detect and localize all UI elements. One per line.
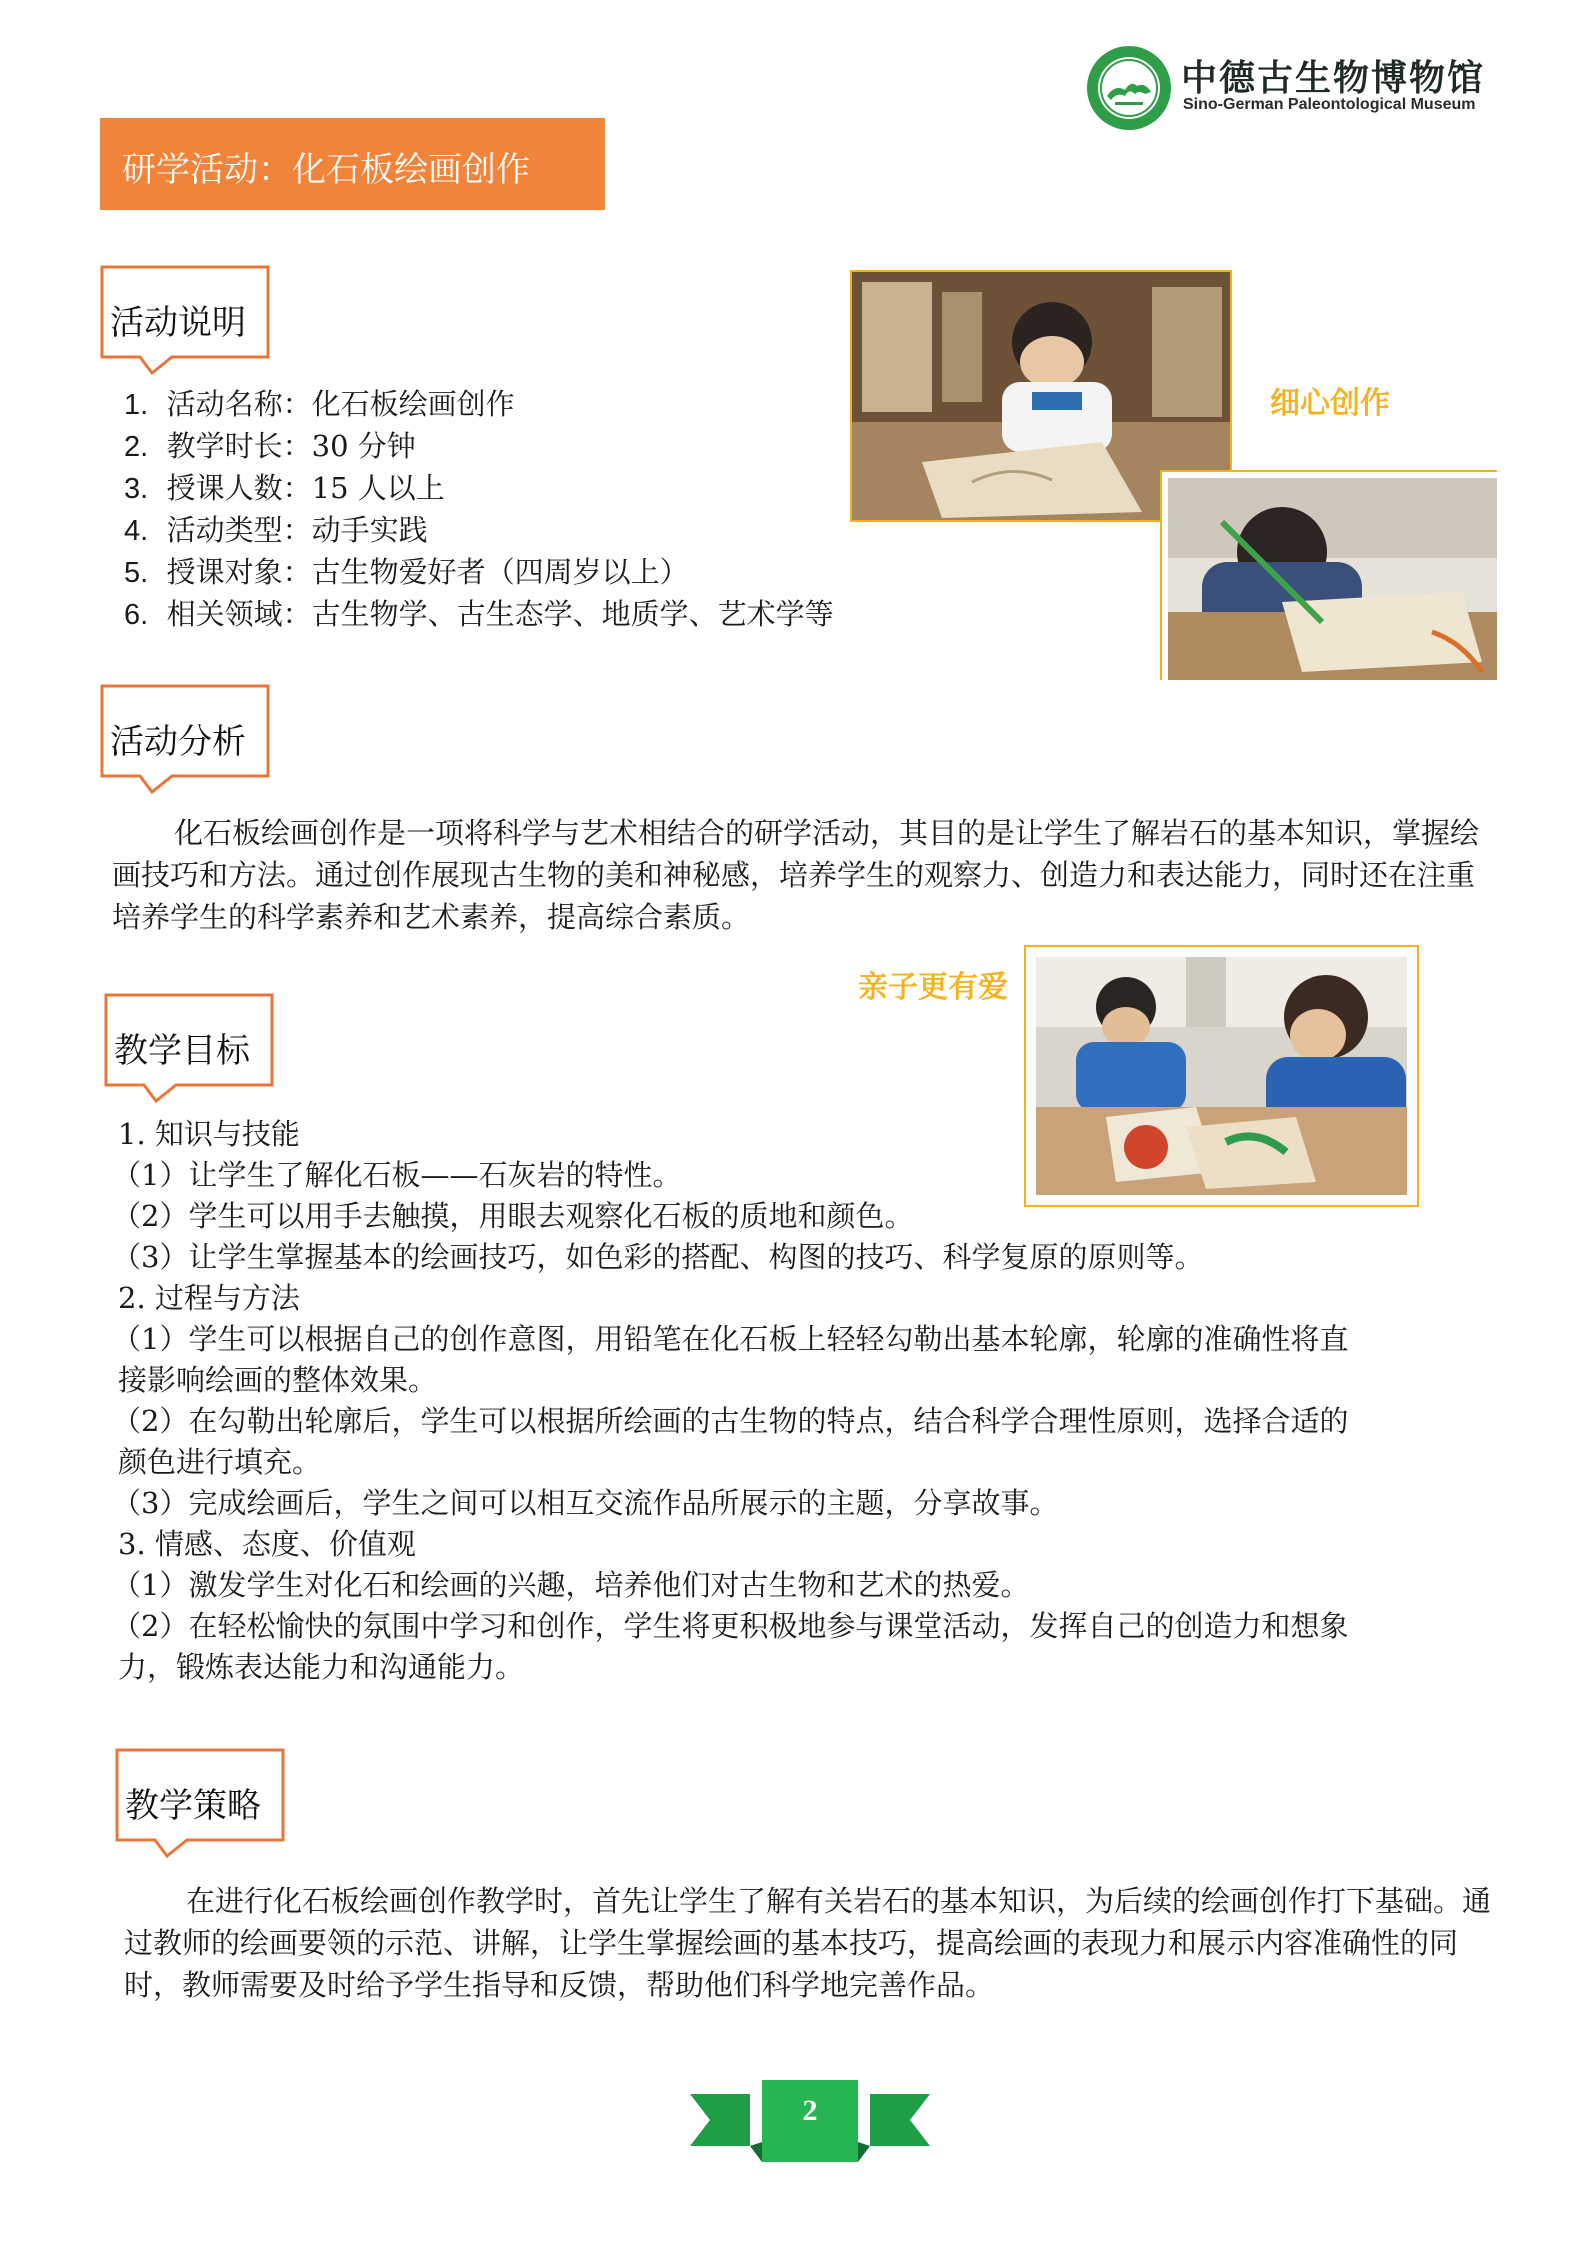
goal-item: （1）学生可以根据自己的创作意图，用铅笔在化石板上轻轻勾勒出基本轮廓，轮廓的准确性将直 xyxy=(112,1322,1349,1356)
list-item: 1. 活动名称：化石板绘画创作 xyxy=(124,387,515,421)
section-heading-goals xyxy=(104,993,274,1103)
goal-heading: 3. 情感、态度、价值观 xyxy=(118,1527,416,1561)
goal-heading: 2. 过程与方法 xyxy=(118,1281,300,1315)
photo-parent-child xyxy=(1024,945,1419,1207)
list-item: 3. 授课人数：15 人以上 xyxy=(124,471,445,505)
goal-item: （2）在轻松愉快的氛围中学习和创作，学生将更积极地参与课堂活动，发挥自己的创造力和想象 xyxy=(112,1609,1349,1643)
goal-item-continued: 接影响绘画的整体效果。 xyxy=(118,1363,438,1397)
photo-image xyxy=(1162,472,1497,680)
list-item: 4. 活动类型：动手实践 xyxy=(124,513,428,547)
strategy-paragraph: 在进行化石板绘画创作教学时，首先让学生了解有关岩石的基本知识，为后续的绘画创作打下基础。通过教师的绘画要领的示范、讲解，让学生掌握绘画的基本技巧，提高绘画的表现力和展示内容准确性的同时，教师需要及时给予学生指导和反馈，帮助他们科学地完善作品。 xyxy=(124,1884,1492,2002)
goal-item: （2）学生可以用手去触摸，用眼去观察化石板的质地和颜色。 xyxy=(112,1199,914,1233)
goal-item-continued: 力，锻炼表达能力和沟通能力。 xyxy=(118,1650,525,1684)
section-heading-strategy xyxy=(115,1748,285,1858)
logo-name-cn: 中德古生物博物馆 xyxy=(1181,57,1486,99)
museum-logo xyxy=(1085,44,1485,134)
list-item: 5. 授课对象：古生物爱好者（四周岁以上） xyxy=(124,555,689,589)
photo-image xyxy=(1036,957,1407,1195)
goal-item-continued: 颜色进行填充。 xyxy=(118,1445,322,1479)
photo-drawing-closeup xyxy=(1160,470,1497,680)
list-item: 6. 相关领域：古生物学、古生态学、地质学、艺术学等 xyxy=(124,597,834,631)
section-title: 教学目标 xyxy=(114,1031,250,1071)
goal-item: （1）让学生了解化石板——石灰岩的特性。 xyxy=(112,1158,682,1192)
logo-name-en: Sino-German Paleontological Museum xyxy=(1183,96,1476,113)
goal-item: （3）完成绘画后，学生之间可以相互交流作品所展示的主题，分享故事。 xyxy=(112,1486,1059,1520)
museum-seal-icon xyxy=(1085,44,1173,132)
section-heading-analysis xyxy=(100,684,270,794)
analysis-paragraph: 化石板绘画创作是一项将科学与艺术相结合的研学活动，其目的是让学生了解岩石的基本知识，掌握绘画技巧和方法。通过创作展现古生物的美和神秘感，培养学生的观察力、创造力和表达能力，同时还在注重培养学生的科学素养和艺术素养，提高综合素质。 xyxy=(112,816,1480,934)
photo-caption-2: 亲子更有爱 xyxy=(858,970,1008,1005)
section-heading-description xyxy=(100,265,270,375)
list-item: 2. 教学时长：30 分钟 xyxy=(124,429,416,463)
page-number-badge xyxy=(690,2072,930,2168)
goal-heading: 1. 知识与技能 xyxy=(118,1117,300,1151)
section-title: 活动分析 xyxy=(110,722,246,762)
section-title: 教学策略 xyxy=(125,1786,261,1826)
goal-item: （3）让学生掌握基本的绘画技巧，如色彩的搭配、构图的技巧、科学复原的原则等。 xyxy=(112,1240,1204,1274)
title-banner xyxy=(100,118,605,210)
goal-item: （1）激发学生对化石和绘画的兴趣，培养他们对古生物和艺术的热爱。 xyxy=(112,1568,1030,1602)
page-title: 研学活动：化石板绘画创作 xyxy=(122,150,530,190)
goal-item: （2）在勾勒出轮廓后，学生可以根据所绘画的古生物的特点，结合科学合理性原则，选择合适的 xyxy=(112,1404,1349,1438)
page-number: 2 xyxy=(802,2094,818,2127)
section-title: 活动说明 xyxy=(110,303,246,343)
photo-caption-1: 细心创作 xyxy=(1270,386,1390,421)
